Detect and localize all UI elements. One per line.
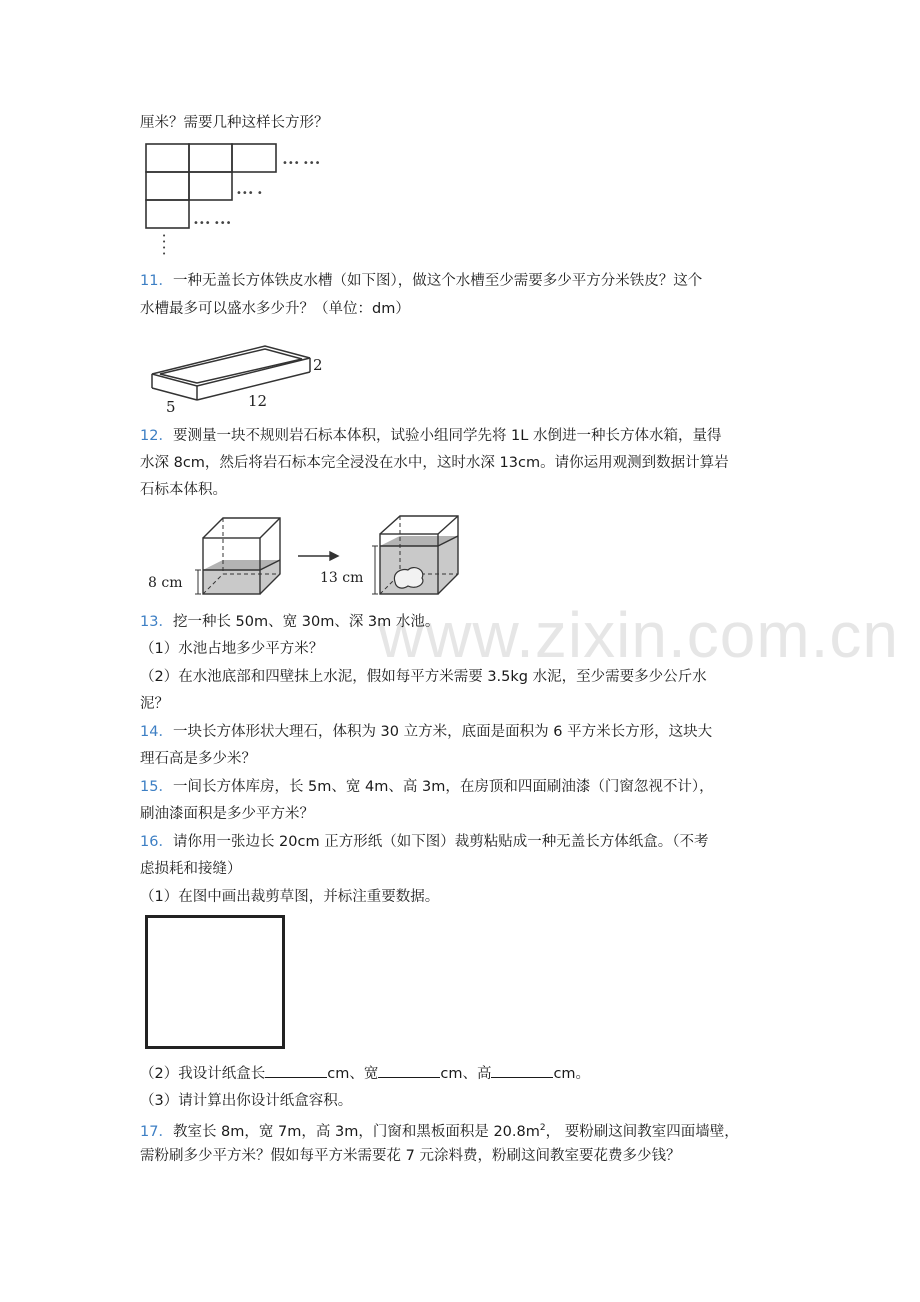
- q16-text-1: 请你用一张边长 20cm 正方形纸（如下图）裁剪粘贴成一种无盖长方体纸盒。（不考: [172, 834, 709, 850]
- q15-text-1: 一间长方体库房，长 5m、宽 4m、高 3m，在房顶和四面刷油漆（门窗忽视不计），: [172, 779, 714, 795]
- before-depth-label: 8 cm: [148, 575, 183, 591]
- q12-number: 12．: [140, 428, 173, 444]
- tank-before: [148, 518, 280, 594]
- q13-line-1: [140, 611, 439, 633]
- q13-part-1: （1）水池占地多少平方米？: [140, 641, 324, 657]
- q16-part-2-a: （2）我设计纸盒长: [140, 1066, 266, 1082]
- q15-line-1: [140, 776, 714, 798]
- q12-text-2: 水深 8cm，然后将岩石标本完全浸没在水中，这时水深 13cm。请你运用观测到数据计算岩: [140, 455, 729, 471]
- q15-text-2: 刷油漆面积是多少平方米？: [140, 806, 314, 822]
- q17-text-2: 需粉刷多少平方米？假如每平方米需要花 7 元涂料费，粉刷这间教室要花费多少钱？: [140, 1148, 681, 1164]
- svg-text:•: •: [162, 250, 167, 258]
- trough-length-label: 12: [248, 392, 268, 410]
- q17-number: 17．: [140, 1123, 173, 1140]
- q17-text-1b: ， 要粉刷这间教室四面墙壁，: [545, 1123, 739, 1140]
- water-tank-figure: [140, 510, 470, 606]
- q16-part-2-d: cm。: [553, 1066, 591, 1082]
- q11-number: 11．: [140, 273, 173, 289]
- q13-number: 13．: [140, 614, 173, 630]
- q16-part-3: （3）请计算出你设计纸盒容积。: [140, 1093, 353, 1109]
- q16-part-2-b: cm、宽: [327, 1066, 379, 1082]
- rock-icon: [394, 568, 422, 589]
- q11-line-1: [140, 270, 702, 292]
- tank-after: [320, 516, 458, 594]
- q12-text-3: 石标本体积。: [140, 482, 227, 498]
- rectangles-grid-figure: [140, 138, 330, 260]
- q12-text-1: 要测量一块不规则岩石标本体积，试验小组同学先将 1L 水倒进一种长方体水箱，量得: [172, 428, 722, 444]
- width-blank[interactable]: [378, 1063, 440, 1078]
- svg-text:••• •••: ••• •••: [282, 158, 321, 169]
- arrow-icon: [298, 552, 338, 560]
- q16-line-1: [140, 831, 708, 853]
- q17-text-1a: 教室长 8m，宽 7m，高 3m，门窗和黑板面积是 20.8m: [172, 1123, 540, 1140]
- q13-part-2-line-1: （2）在水池底部和四壁抹上水泥，假如每平方米需要 3.5kg 水泥，至少需要多少公斤水: [140, 669, 707, 685]
- q16-part-1: （1）在图中画出裁剪草图，并标注重要数据。: [140, 889, 440, 905]
- svg-text:•: •: [162, 244, 167, 252]
- q13-text-1: 挖一种长 50m、宽 30m、深 3m 水池。: [172, 614, 440, 630]
- trough-height-label: 2: [313, 356, 323, 374]
- height-blank[interactable]: [491, 1063, 553, 1078]
- watermark: www.zixin.com.cn: [378, 599, 899, 671]
- q16-part-2: [140, 1063, 590, 1085]
- q13-part-2-line-2: 泥？: [140, 696, 169, 712]
- trough-width-label: 5: [166, 398, 176, 416]
- q14-line-1: [140, 721, 712, 743]
- q16-part-2-c: cm、高: [440, 1066, 492, 1082]
- q14-text-1: 一块长方体形状大理石，体积为 30 立方米，底面是面积为 6 平方米长方形，这块大: [172, 724, 713, 740]
- q11-text-1: 一种无盖长方体铁皮水槽（如下图），做这个水槽至少需要多少平方分米铁皮？这个: [172, 273, 703, 289]
- svg-text:••• •: ••• •: [236, 188, 263, 199]
- q16-text-2: 虑损耗和接缝）: [140, 861, 242, 877]
- after-depth-label: 13 cm: [320, 570, 364, 586]
- q14-number: 14．: [140, 724, 173, 740]
- q16-number: 16．: [140, 834, 173, 850]
- q15-number: 15．: [140, 779, 173, 795]
- q10-tail-text: 厘米？需要几种这样长方形？: [140, 115, 329, 131]
- svg-text:••• •••: ••• •••: [193, 218, 232, 229]
- length-blank[interactable]: [265, 1063, 327, 1078]
- svg-text:•: •: [162, 238, 167, 246]
- q17-sup: 2: [539, 1123, 546, 1133]
- water-trough-figure: [140, 336, 340, 418]
- q17-line-1: [140, 1117, 739, 1143]
- q14-text-2: 理石高是多少米？: [140, 751, 256, 767]
- svg-text:•: •: [162, 232, 167, 240]
- q11-text-2: 水槽最多可以盛水多少升？（单位：dm）: [140, 301, 410, 317]
- q12-line-1: [140, 425, 721, 447]
- square-paper-figure: [145, 915, 285, 1049]
